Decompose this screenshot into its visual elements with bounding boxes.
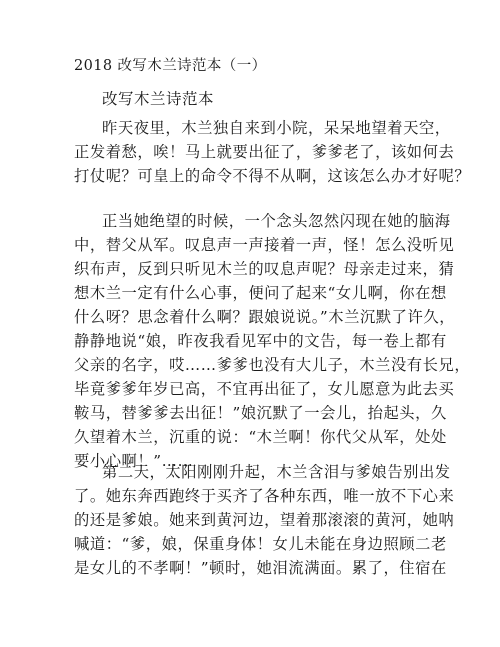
paragraph-2 [74, 209, 471, 473]
paragraph-line: 鞍马，替爹爹去出征！”娘沉默了一会儿，抬起头，久 [74, 404, 447, 422]
paragraph-line: 第二天，太阳刚刚升起，木兰含泪与爹娘告别出发 [102, 463, 451, 481]
paragraph-line: 了。她东奔西跑终于买齐了各种东西，唯一放不下心来 [74, 487, 455, 505]
paragraph-1 [74, 116, 471, 188]
paragraph-line: 父亲的名字，哎……爹爹也没有大儿子，木兰没有长兄， [74, 356, 471, 374]
paragraph-line: 什么呀？思念着什么啊？跟娘说说。”木兰沉默了许久， [74, 308, 456, 326]
document-title: 2018 改写木兰诗范本（一） [74, 58, 267, 74]
paragraph-line: 织布声，反到只听见木兰的叹息声呢？母亲走过来，猜 [74, 260, 455, 278]
paragraph-line: 毕竟爹爹年岁已高，不宜再出征了，女儿愿意为此去买 [74, 380, 455, 398]
paragraph-line: 的还是爹娘。她来到黄河边，望着那滚滚的黄河，她呐 [74, 511, 455, 529]
paragraph-line: 昨天夜里，木兰独自来到小院，呆呆地望着天空， [102, 119, 451, 137]
paragraph-line: 久望着木兰，沉重的说：“木兰啊！你代父从军，处处 [74, 428, 447, 446]
document-subtitle: 改写木兰诗范本 [102, 90, 215, 108]
paragraph-line: 正发着愁，唉！马上就要出征了，爹爹老了，该如何去 [74, 143, 455, 161]
paragraph-line: 是女儿的不孝啊！”顿时，她泪流满面。累了，住宿在 [74, 559, 447, 577]
paragraph-line: 中，替父从军。叹息声一声接着一声，怪！怎么没听见 [74, 236, 455, 254]
paragraph-3 [74, 460, 455, 580]
paragraph-line: 打仗呢？可皇上的命令不得不从啊，这该怎么办才好呢？ [74, 167, 471, 185]
paragraph-line: 想木兰一定有什么心事，便问了起来“女儿啊，你在想 [74, 284, 447, 302]
paragraph-line: 喊道：“爹，娘，保重身体！女儿未能在身边照顾二老 [74, 535, 447, 553]
paragraph-line: 正当她绝望的时候，一个念头忽然闪现在她的脑海 [102, 212, 451, 230]
paragraph-line: 静静地说“娘，昨夜我看见军中的文告，每一卷上都有 [74, 332, 447, 350]
paragraph-line: 要小心啊！”…… [74, 452, 194, 470]
